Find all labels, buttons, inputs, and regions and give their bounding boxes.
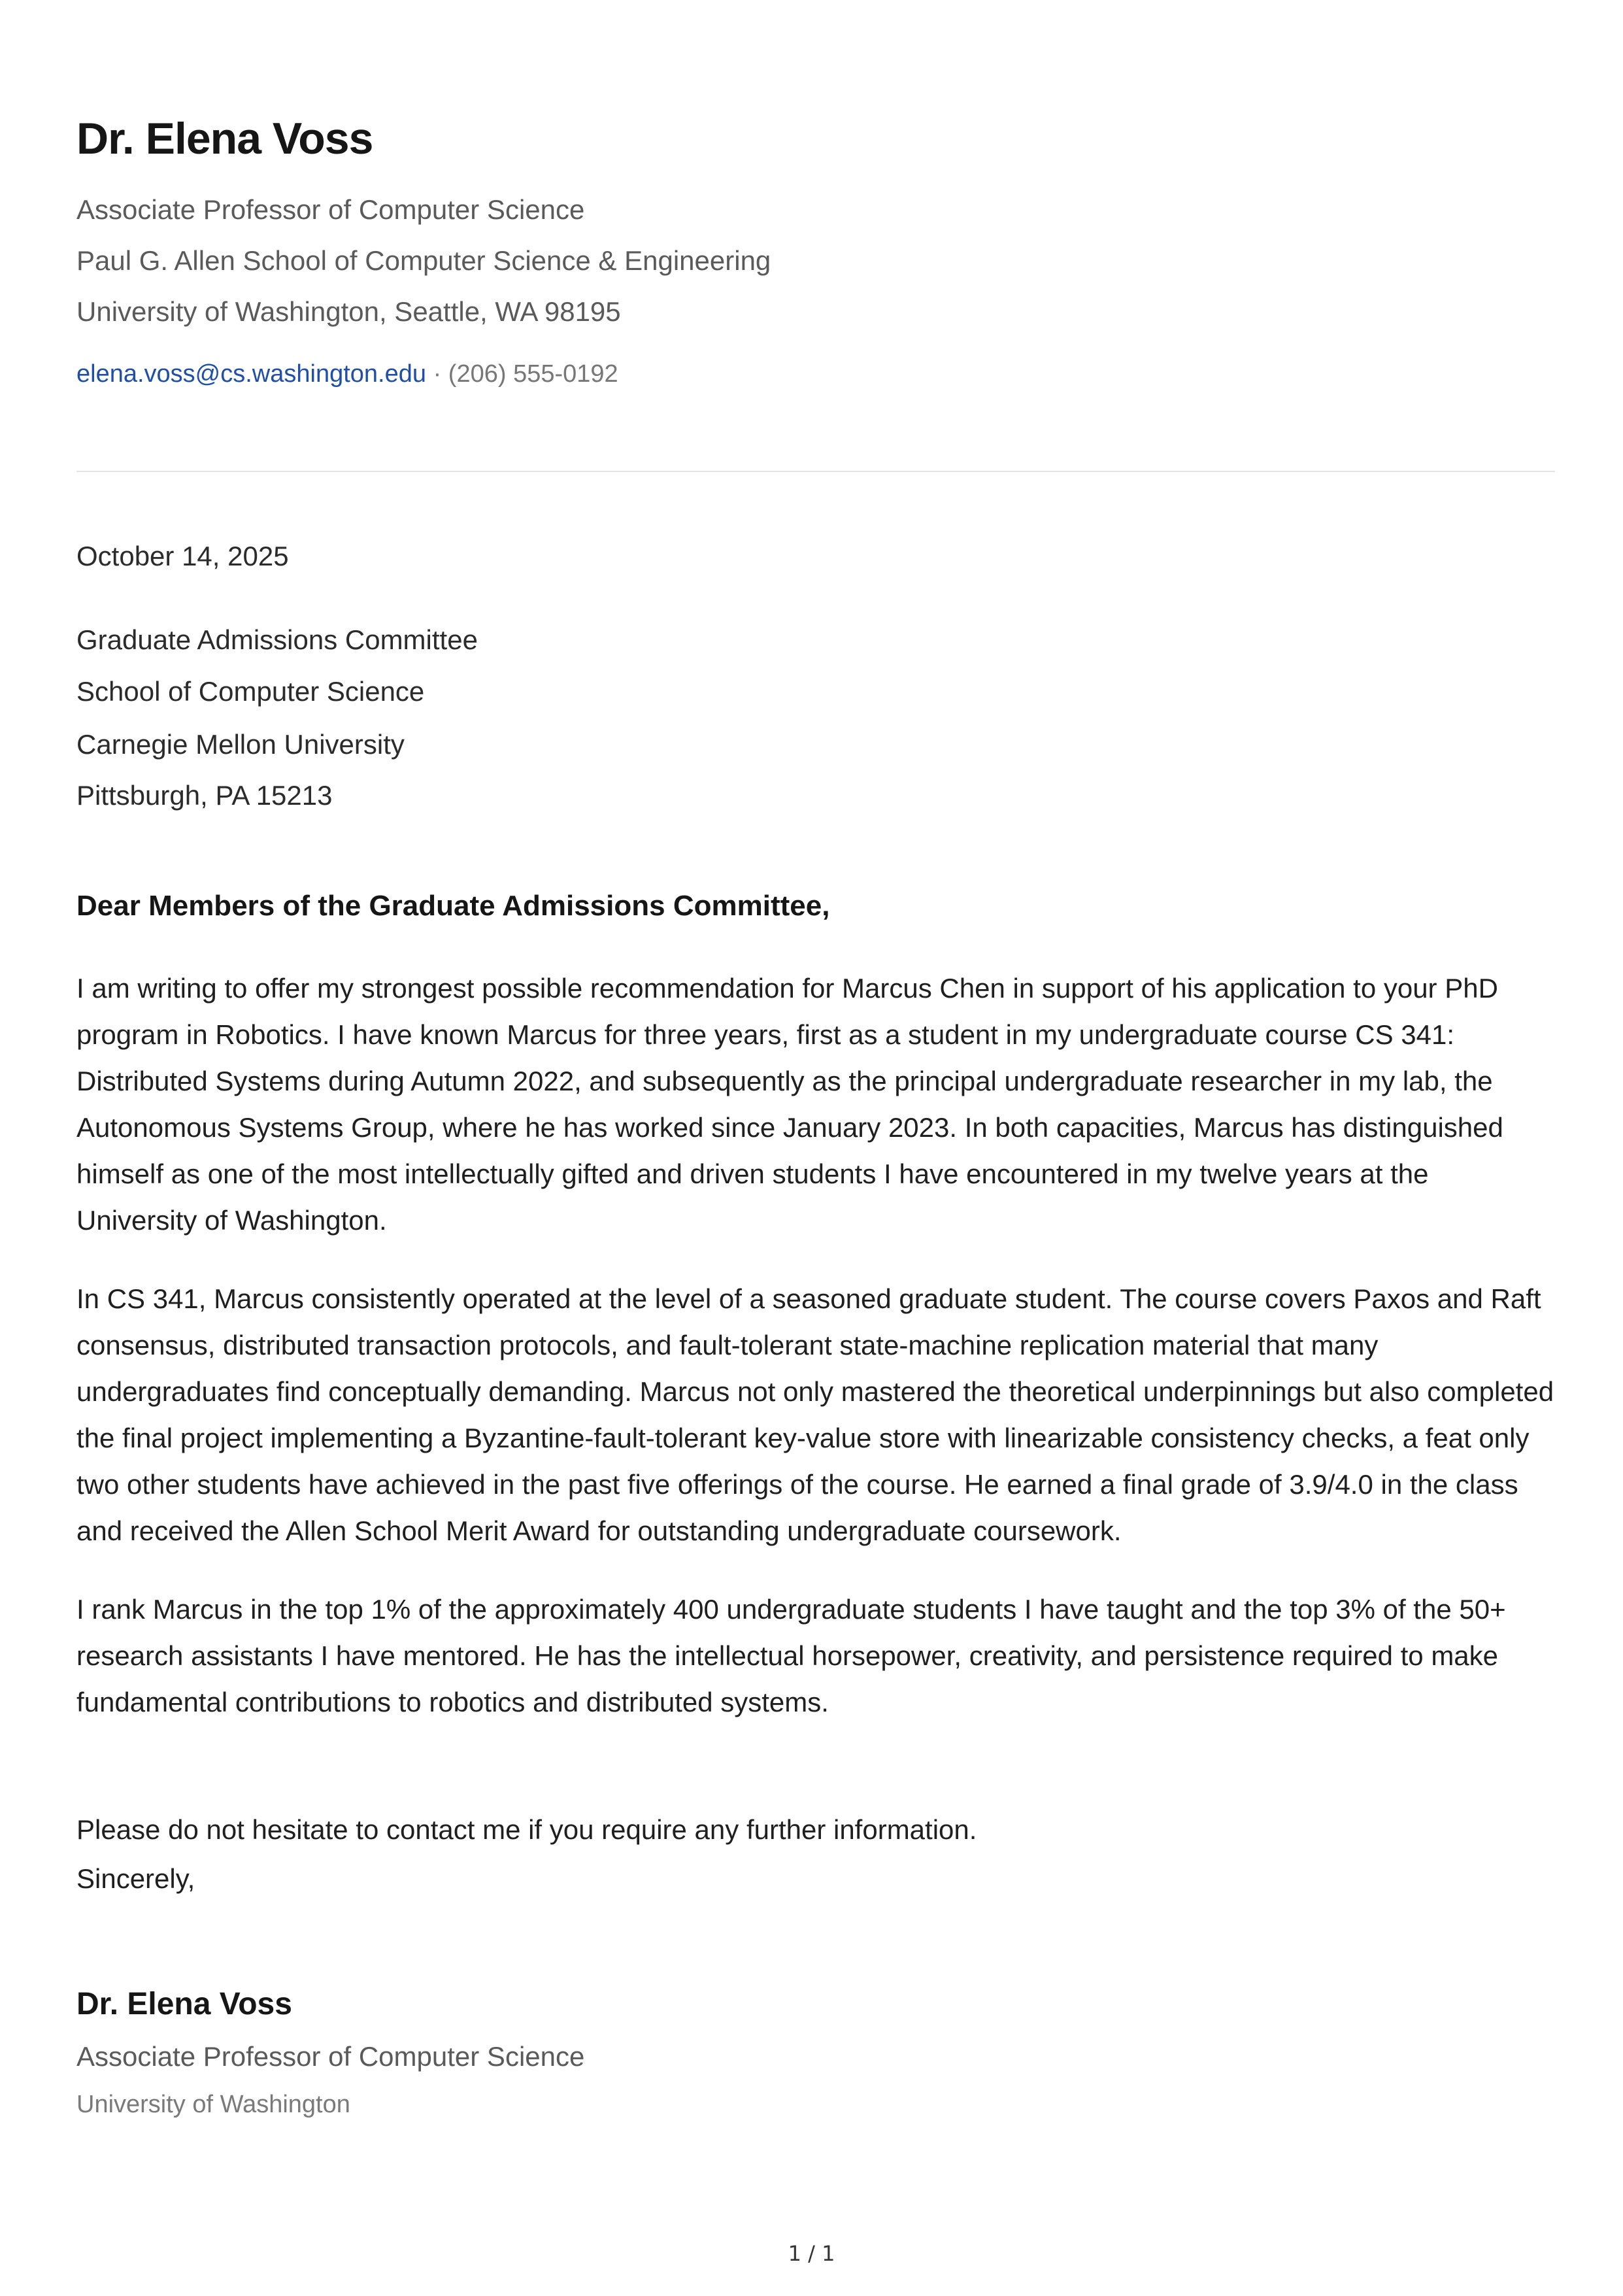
body-paragraph-1: I am writing to offer my strongest possible recommendation for Marcus Chen in support of his application to your PhD program in Robotics. I have known Marcus for three years, first as a student in my undergraduate course CS 341: Distributed Systems during Autumn 2022, and subsequently as the principal undergraduate researcher in my lab, the Autonomous Systems Group, where he has worked since January 2023. In both capacities, Marcus has distinguished himself as one of the most intellectually gifted and driven students I have encountered in my twelve years at the University of Washington. (76, 973, 1503, 1236)
signature-title: Associate Professor of Computer Science (76, 2041, 585, 2072)
closing-line: Please do not hesitate to contact me if you require any further information. (76, 1814, 977, 1845)
sender-contact (76, 360, 618, 390)
sender-title: Associate Professor of Computer Science (76, 194, 585, 225)
sender-university: University of Washington, Seattle, WA 98195 (76, 296, 621, 327)
salutation: Dear Members of the Graduate Admissions Committee, (76, 890, 830, 922)
signature-name: Dr. Elena Voss (76, 1987, 292, 2021)
recipient-line-3: Carnegie Mellon University (76, 729, 405, 760)
body-paragraph-3: I rank Marcus in the top 1% of the approximately 400 undergraduate students I have taught and the top 3% of the 50+ research assistants I have mentored. He has the intellectual horsepower, creativity, and persistence required to make fundamental contributions to robotics and distributed systems. (76, 1594, 1506, 1717)
page-indicator: 1 / 1 (788, 2241, 835, 2266)
closing-signoff: Sincerely, (76, 1863, 195, 1894)
sender-name: Dr. Elena Voss (76, 114, 373, 163)
sender-email-link[interactable]: elena.voss@cs.washington.edu (76, 360, 427, 388)
body-paragraph-2: In CS 341, Marcus consistently operated at the level of a seasoned graduate student. The course covers Paxos and Raft consensus, distributed transaction protocols, and fault-tolerant state-machine replication material that many undergraduates find conceptually demanding. Marcus not only mastered the theoretical underpinnings but also completed the final project implementing a Byzantine-fault-tolerant key-value store with linearizable consistency checks, a feat only two other students have achieved in the past five offerings of the course. He earned a final grade of 3.9/4.0 in the class and received the Allen School Merit Award for outstanding undergraduate coursework. (76, 1283, 1554, 1546)
header-divider (76, 471, 1555, 472)
signature-institution: University of Washington (76, 2091, 350, 2118)
sender-phone: (206) 555-0192 (448, 360, 618, 388)
recipient-line-2: School of Computer Science (76, 676, 425, 707)
sender-school: Paul G. Allen School of Computer Science & Engineering (76, 245, 771, 276)
contact-separator: · (426, 360, 448, 388)
recipient-line-1: Graduate Admissions Committee (76, 624, 478, 655)
recipient-line-4: Pittsburgh, PA 15213 (76, 780, 333, 811)
letter-date: October 14, 2025 (76, 541, 289, 571)
